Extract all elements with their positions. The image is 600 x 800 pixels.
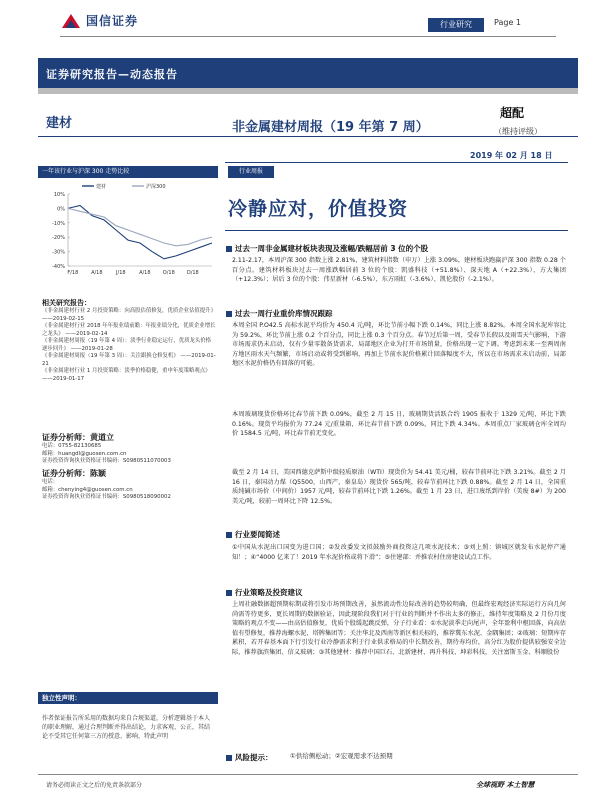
legend-label: 沪深300 (146, 184, 166, 190)
analyst1-cert: 证券投资咨询执业资格证书编码：S0980511070003 (42, 458, 171, 464)
related-list (42, 308, 216, 383)
section-paragraph: 上周社融数据超预期标期或将引发市场预期改善，虽然流动性边际改善的趋势较明确，但最终宏观经济实际运行方向几何尚需等待更多，更长周期的数据验证，因此现阶段我们对于行业的判断并不作出太多的修正，维持年度策略及 2 月份月度策略的观点不变——由高估值修复，优质个股缓起跳反弹，分子行业看：①水泥淡季走向尾声，全年盈利中枢回落，向高估值有望修复，推荐海螺水泥、塔牌集团等；关注华北及西南等新区相关标的，推荐冀东水泥、金隅集团；②玻璃：短期库存累积，若开春基本面下行引发行业冷静需求利于行业供求格局的中长期改善，期待寿均价，高分红为股价提供较强安全边际，推荐旗滨集团、信义玻璃；③其他建材：推荐中国巨石、北新建材、再升科技、坤彩科技，关注富斯玉金、科顺股份 (232, 601, 566, 656)
rating: 超配 (500, 106, 525, 120)
bullet-icon (226, 532, 232, 538)
rating-sub: （维持评级） (494, 127, 542, 136)
section-paragraph: ①中国从水泥出口国变为进口国；②发改委发文拟鼓励外商投资这几项水泥技术；③刘上照：镇城区就发布水泥停产通知！；④“4000 亿来了！2019 年水泥价格或将下滑”；⑤住建部：并推农村住房建设试点工作。 (232, 544, 566, 561)
section-paragraph: 截至 2 月 14 日，美国西德克萨斯中级轻质原油（WTI）现货价为 54.41 美元/桶，较春节前环比下跌 3.21%。截至 2 月 16 日，秦国动力煤（Q5500，山西产，秦皇岛）现货价 565/吨，较春节前环比下跌 0.88%。截至 2 月 14 日，全国重质纯碱市场价（中间价）1957 元/吨，较春节前环比下跌 1.26%。截至 1 月 23 日，进口废纸到岸价（美废 8#）为 200 美元/吨，较前一周环比下降 12.5%。 (232, 469, 566, 505)
analyst2-name: 证券分析师：陈颖 (42, 469, 106, 478)
related-item[interactable]: 《非金属建材行业 2018 年年报业绩前瞻：年报业绩分化，优质企业增长之龙头》 ——2019-02-14 (42, 323, 216, 337)
related-item[interactable]: 《非金属建材行业 1 月投资策略：淡季价格稳健，重申年度策略观点》 ——2019-01-17 (42, 368, 211, 382)
bullet-icon (226, 755, 232, 761)
logo-text: 国信证券 (86, 14, 139, 28)
footer-divider (38, 774, 578, 775)
section-title-text: 行业要闻简述 (235, 530, 280, 539)
independence-text: 作者保证报告所采用的数据均来自合规渠道，分析逻辑基于本人的职业理解，通过合理判断并得出结论，力求客观、公正，其结论不受其它任何第三方的授意、影响，特此声明 (42, 715, 211, 740)
x-tick-label: A/18 (139, 270, 151, 276)
bullet-icon (226, 246, 232, 252)
section-title-text: 过去一周行业重价库情况跟踪 (235, 309, 333, 318)
analyst2-email[interactable]: 邮箱：chenying4@guosen.com.cn (42, 486, 133, 493)
section-title-text: 风险提示： (235, 753, 273, 762)
chart-title: 一年该行业与沪深 300 走势比较 (38, 166, 218, 178)
y-tick-label: 10% (53, 192, 65, 198)
analyst1-email[interactable]: 邮箱：huangdl@guosen.com.cn (42, 450, 127, 457)
weekly-tag: 行业周报 (228, 166, 274, 178)
analyst2-cert: 证券投资咨询执业资格证书编码：S0980518090002 (42, 494, 171, 500)
report-title: 非金属建材周报（19 年第 7 周） (232, 120, 429, 135)
section-paragraph: 本周全国 P.O42.5 高标水泥平均价为 450.4 元/吨，环比节前小幅下跌 0.14%，同比上涨 8.82%。本周全国水泥库容比为 59.2%，环比节前上涨 0.2 个百分点，同比上涨 0.3 个百分点。春节过后第一周，受春节长假以及雨雪天气影响，下游市场需求仍未启动，仅有少量零散备货需求，局部地区企业为打开市场销量，价格出现一定下调。考虑到未来一至两周南方地区雨水天气频繁，市场启动或将受到影响，再加上节前水泥价格累计回落幅度不大，所以在市场需求未启动前，局部地区水泥价格仍有回落的可能。 (232, 322, 566, 368)
y-tick-label: 0% (57, 206, 65, 213)
date-divider (225, 162, 568, 163)
x-tick-label: F/18 (67, 270, 79, 276)
section-title-text: 行业策略及投资建议 (235, 588, 303, 597)
section-title (226, 529, 280, 540)
title-divider (38, 136, 578, 137)
x-tick-label: O/18 (162, 270, 175, 276)
section-title (226, 243, 428, 254)
analyst1-phone: 电话：0755-82130685 (42, 443, 102, 449)
page-number: Page 1 (494, 18, 521, 27)
industry-name: 建材 (46, 116, 73, 131)
legend-label: 建材 (96, 184, 107, 190)
y-tick-label: -40% (52, 264, 65, 270)
header-divider (60, 36, 556, 37)
related-title: 相关研究报告： (42, 299, 91, 307)
y-tick-label: -30% (52, 249, 65, 256)
risk-title (226, 752, 273, 763)
y-tick-label: -10% (52, 220, 65, 227)
headline: 冷静应对，价值投资 (228, 198, 409, 220)
disclaimer-note: 请务必阅读正文之后的免责条款部分 (46, 782, 143, 789)
report-date: 2019 年 02 月 18 日 (470, 151, 553, 160)
section-title-text: 过去一周非金属建材板块表现及涨幅/跌幅居前 3 位的个股 (235, 244, 429, 253)
section-title (226, 587, 303, 598)
x-tick-label: J/18 (116, 270, 126, 276)
independence-title: 独立性声明： (38, 692, 218, 704)
gray-band (38, 88, 578, 94)
x-tick-label: D/18 (186, 270, 199, 276)
section-paragraph: 本周玻璃现货价格环比春节前下跌 0.09%，截至 2 月 15 日，玻璃期货活跃合约 1905 报收于 1329 元/吨，环比下跌 0.16%。现货平均报价为 77.24 元/重量箱，环比春节前下跌 0.09%，同比下跌 4.34%。本周重点厂家玻璃仓库全周均价 1584.5 元/吨，环比春节前无变化。 (232, 411, 566, 438)
related-item[interactable]: 《非金属建材行业 2 月投资策略：向高股估值修复，优质企业估值提升》 ——2019-02-15 (42, 308, 216, 322)
related-item[interactable]: 《非金属建材周报（19 年第 3 周）：关注跟换仓修复机》 ——2019-01-21 (42, 353, 216, 367)
report-type: 证券研究报告—动态报告 (46, 68, 178, 81)
comparison-chart (42, 180, 218, 280)
x-tick-label: A/18 (91, 270, 103, 276)
bullet-icon (226, 311, 232, 317)
section-paragraph: 2.11-2.17，本周沪深 300 指数上涨 2.81%，建筑材料指数（申万）上涨 3.09%，建材板块跑赢沪深 300 指数 0.28 个百分点。建筑材料板块过去一周涨跌幅居前 3 位的个股：凯盛科技（+51.8%）、深天地 A（+22.3%）、方大集团（+12.3%）；居后 3 位的个股：伟星新材（-6.5%）、东方雨虹（-3.6%）、凯伦股份（-2.1%）。 (232, 257, 566, 284)
analyst1-name: 证券分析师：黄道立 (42, 433, 114, 442)
section-title (226, 308, 333, 319)
y-tick-label: -20% (52, 235, 65, 242)
headline-divider (225, 230, 568, 231)
analyst2-info (42, 479, 216, 502)
header-tag: 行业研究 (428, 18, 484, 32)
series-line-csi300 (68, 208, 212, 245)
bullet-icon (226, 590, 232, 596)
related-item[interactable]: 《非金属建材周报（19 年第 4 周）：淡季行业稳定运行，优质龙头价格逐步回升》 ——2019-01-28 (42, 338, 212, 352)
analyst2-phone: 电话： (42, 479, 59, 485)
risk-text: ①供给侧松动；②宏观需求不达预期 (290, 752, 393, 760)
analyst1-info (42, 443, 216, 466)
slogan: 全球视野 本土智慧 (476, 781, 535, 789)
logo-icon (60, 12, 80, 30)
